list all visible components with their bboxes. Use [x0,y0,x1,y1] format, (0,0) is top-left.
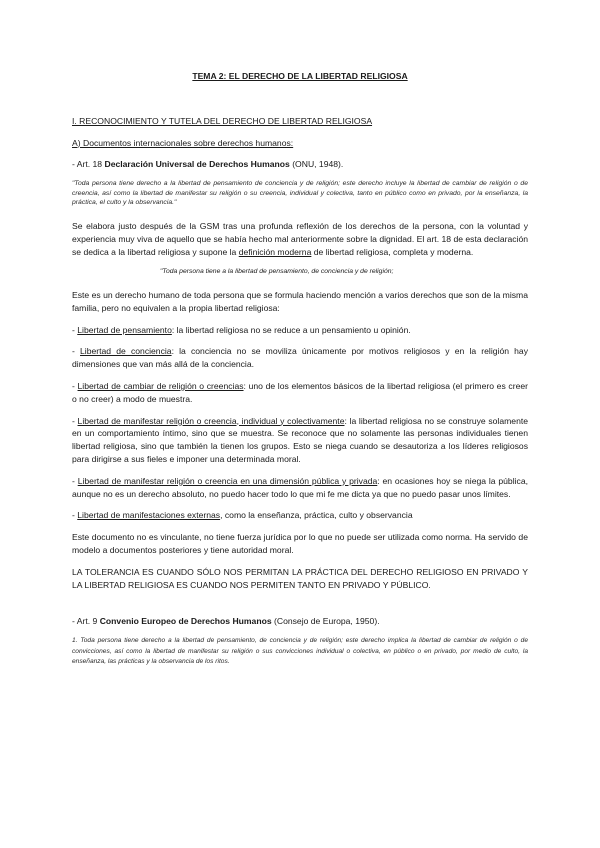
list-text: : la conciencia no se moviliza únicamente por motivos religiosos y en la religión hay dimensiones que van más allá de la conciencia. [72,346,529,370]
list-term: Libertad de manifestar religión o creencia en una dimensión pública y privada [77,475,378,486]
article-18-quote: "Toda persona tiene derecho a la libertad de pensamiento de conciencia y de religión; este derecho incluye la libertad de cambiar de religión o de creencia, así como la libertad de manifestar su religión o su creencia, individual y colectiva, tanto en público como en privado, por la enseñanza, la práctica, el culto y la observancia." [72,180,528,207]
article-document-name: Convenio Europeo de Derechos Humanos [99,616,272,627]
list-item [72,415,528,466]
article-9-quote: 1. Toda persona tiene derecho a la libertad de pensamiento, de conciencia y de religión; este derecho implica la libertad de cambiar de religión o de convicciones, así como la libertad de manifestar su religión o sus convicciones individual o colectiva, en público o en privado, por medio de culto, la enseñanza, las prácticas y la observancia de los ritos. [72,637,528,665]
paragraph-text: de libertad religiosa, completa y moderna. [311,246,474,257]
list-item [72,509,528,522]
paragraph-intro-list: Este es un derecho humano de toda persona que se formula haciendo mención a varios derechos que son de la misma familia, pero no equivalen a la propia libertad religiosa: [72,289,528,313]
list-term: Libertad de manifestaciones externas [77,510,221,521]
list-item [72,475,528,501]
list-item [72,345,528,371]
list-text: : la libertad religiosa no se reduce a un pensamiento u opinión. [171,324,411,335]
list-dash: - [72,415,78,426]
list-term: Libertad de conciencia [80,346,172,357]
list-item [72,380,528,406]
section-heading: I. RECONOCIMIENTO Y TUTELA DEL DERECHO DE LIBERTAD RELIGIOSA [72,115,373,126]
article-document-name: Declaración Universal de Derechos Humanos [104,159,290,170]
paragraph-text: Se elabora justo después de la GSM tras una profunda reflexión de los derechos de la persona, con la voluntad y experiencia muy viva de aquello que se había hecho mal anteriormente sobre la dignidad. El art. 18 de esta declaración se dedica a la libertad religiosa y supone la [72,220,528,257]
list-dash: - [72,510,78,521]
article-prefix: - Art. 18 [72,159,105,170]
list-text: : en ocasiones hoy se niega la pública, aunque no es un derecho absoluto, no puedo hacer todo lo que mi fe me dicta ya que no puedo pasar unos límites. [72,475,528,499]
article-18-heading [72,158,528,171]
paragraph-binding: Este documento no es vinculante, no tiene fuerza jurídica por lo que no puede ser utilizada como norma. Ha servido de modelo a documentos posteriores y tiene autoridad moral. [72,532,528,555]
centered-quote: "Toda persona tiene a la libertad de pensamiento, de conciencia y de religión; [160,268,394,276]
list-text: : uno de los elementos básicos de la libertad religiosa (el primero es creer o no creer) a modo de muestra. [72,380,528,404]
list-dash: - [72,324,78,335]
paragraph-tolerance: LA TOLERANCIA ES CUANDO SÓLO NOS PERMITAN LA PRÁCTICA DEL DERECHO RELIGIOSO EN PRIVADO Y LA LIBERTAD RELIGIOSA ES CUANDO NOS PERMITEN TANTO EN PRIVADO Y PÚBLICO. [72,566,528,590]
list-text: , como la enseñanza, práctica, culto y observancia [220,510,413,521]
article-9-heading [72,615,528,628]
list-item [72,324,528,337]
article-suffix: (Consejo de Europa, 1950). [271,616,380,627]
page-title: TEMA 2: EL DERECHO DE LA LIBERTAD RELIGIOSA [192,71,408,81]
list-term: Libertad de cambiar de religión o creencias [77,380,244,391]
page-content [72,70,528,667]
list-term: Libertad de pensamiento [77,324,172,335]
list-dash: - [72,380,78,391]
underlined-term: definición moderna [238,246,312,257]
list-dash: - [72,475,78,486]
list-dash: - [72,346,81,357]
list-text: : la libertad religiosa no se construye solamente en un comportamiento íntimo, sino que se muestra. Se reconoce que no solamente las personas individuales tienen libertad religiosa, sino que también la tienen los grupos. Esto se niega cuando se desautoriza a los líderes religiosos para dirigirse a sus fieles e imponer una determinada moral. [72,415,529,464]
paragraph-context [72,220,528,258]
article-prefix: - Art. 9 [72,616,100,627]
subsection-heading: A) Documentos internacionales sobre derechos humanos: [72,137,294,148]
article-suffix: (ONU, 1948). [289,159,344,170]
list-term: Libertad de manifestar religión o creencia, individual y colectivamente [77,415,345,426]
